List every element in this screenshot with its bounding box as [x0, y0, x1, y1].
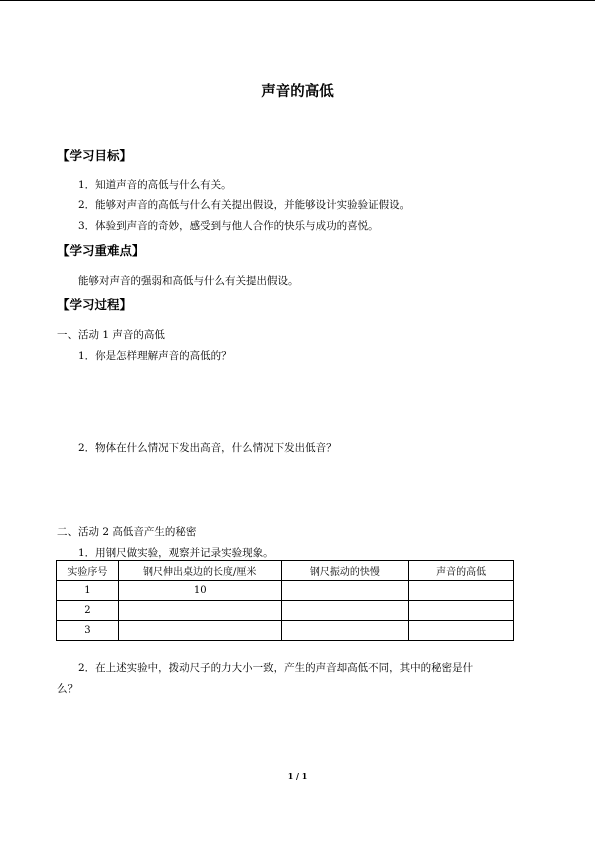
table-cell-pitch	[409, 621, 514, 641]
table-row	[57, 601, 514, 621]
goal-item-2: 2．能够对声音的高低与什么有关提出假设，并能够设计实验验证假设。	[78, 199, 411, 211]
section-heading-key-points: 【学习重难点】	[57, 243, 145, 258]
activity-2-question-1: 1．用钢尺做实验，观察并记录实验现象。	[78, 547, 274, 559]
goal-item-3: 3．体验到声音的奇妙，感受到与他人合作的快乐与成功的喜悦。	[78, 220, 379, 232]
table-cell-length: 10	[118, 581, 281, 601]
activity-1-question-1: 1．你是怎样理解声音的高低的？	[78, 350, 232, 362]
activity-2-title: 二、活动 2 高低音产生的秘密	[57, 526, 197, 538]
page-title: 声音的高低	[261, 83, 334, 100]
table-cell-length	[118, 601, 281, 621]
section-heading-learning-goals: 【学习目标】	[57, 148, 133, 163]
page-top-border	[0, 0, 595, 1]
section-heading-learning-process: 【学习过程】	[57, 297, 133, 312]
table-cell-trial-number: 1	[57, 581, 119, 601]
table-header-row	[57, 561, 514, 581]
table-cell-length	[118, 621, 281, 641]
table-header-cell: 声音的高低	[409, 561, 514, 581]
activity-2-question-2-line-2: 么？	[57, 683, 78, 695]
table-header-cell: 实验序号	[57, 561, 119, 581]
table-cell-pitch	[409, 581, 514, 601]
activity-2-question-2-line-1: 2．在上述实验中，拨动尺子的力大小一致，产生的声音却高低不同，其中的秘密是什	[78, 662, 474, 674]
table-cell-trial-number: 3	[57, 621, 119, 641]
table-cell-vibration-speed	[281, 601, 409, 621]
table-cell-vibration-speed	[281, 581, 409, 601]
table-header-cell: 钢尺伸出桌边的长度/厘米	[118, 561, 281, 581]
table-row	[57, 581, 514, 601]
experiment-table	[56, 560, 514, 641]
table-cell-vibration-speed	[281, 621, 409, 641]
table-header-cell: 钢尺振动的快慢	[281, 561, 409, 581]
page-number: 1 / 1	[287, 771, 308, 781]
activity-1-question-2: 2．物体在什么情况下发出高音，什么情况下发出低音？	[78, 442, 337, 454]
goal-item-1: 1．知道声音的高低与什么有关。	[78, 179, 232, 191]
table-row	[57, 621, 514, 641]
key-points-text: 能够对声音的强弱和高低与什么有关提出假设。	[78, 275, 299, 287]
activity-1-title: 一、活动 1 声音的高低	[57, 329, 165, 341]
table-cell-trial-number: 2	[57, 601, 119, 621]
table-cell-pitch	[409, 601, 514, 621]
